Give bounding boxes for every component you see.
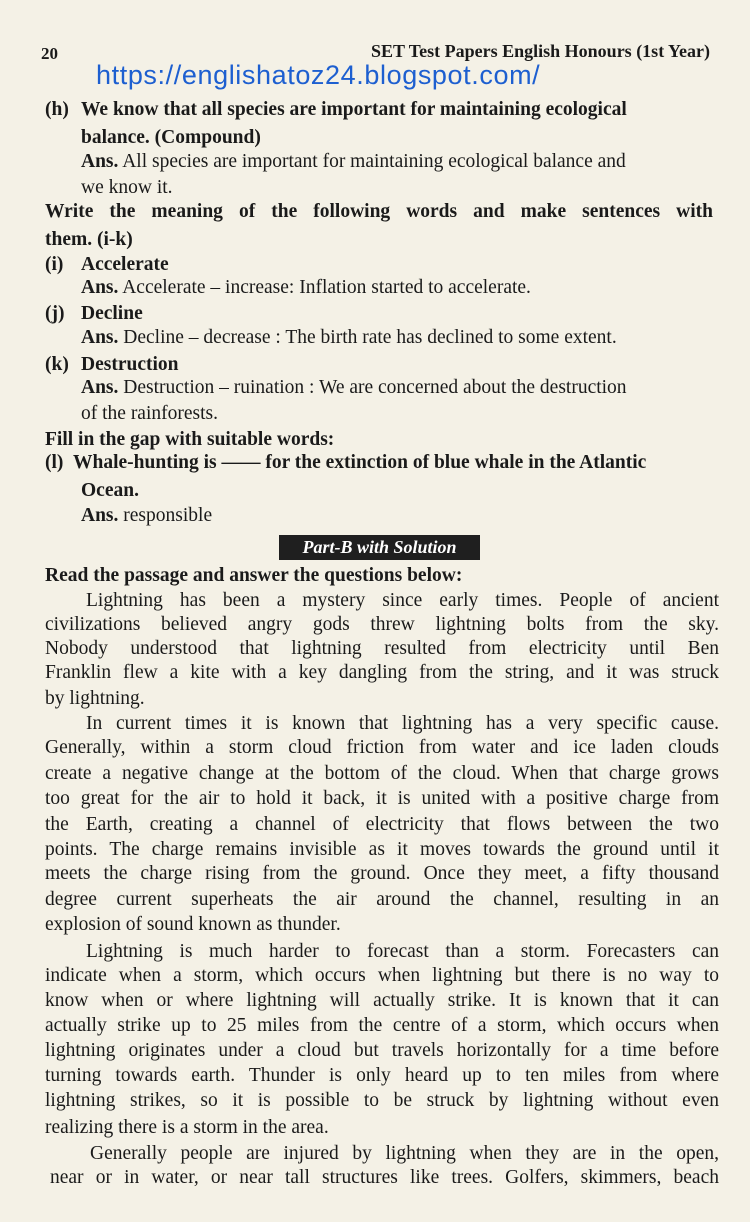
passage-line: indicate when a storm, which occurs when lightning but there is no way to <box>45 965 719 986</box>
passage-line: actually strike up to 25 miles from the centre of a storm, which occurs when <box>45 1015 719 1036</box>
answer-j <box>81 326 617 350</box>
answer-l-text: responsible <box>123 505 213 526</box>
passage-line: Franklin flew a kite with a key dangling from the string, and it was struck <box>45 662 719 683</box>
passage-line: realizing there is a storm in the area. <box>45 1117 329 1138</box>
question-h-line1: We know that all species are important for maintaining ecological <box>81 99 627 120</box>
ans-label: Ans. <box>81 505 119 526</box>
passage-line: civilizations believed angry gods threw lightning bolts from the sky. <box>45 614 719 635</box>
watermark-url: https://englishatoz24.blogspot.com/ <box>96 60 541 90</box>
ans-label: Ans. <box>81 151 119 172</box>
passage-line: degree current superheats the air around the channel, resulting in an <box>45 889 719 910</box>
meaning-instruction-line2: them. (i-k) <box>45 229 133 250</box>
answer-k-line1 <box>81 376 627 400</box>
fill-instruction: Fill in the gap with suitable words: <box>45 429 335 450</box>
passage-line: lightning strikes, so it is possible to be struck by lightning without even <box>45 1090 719 1111</box>
passage-line: Nobody understood that lightning resulted from electricity until Ben <box>45 638 719 659</box>
question-h-line2: balance. (Compound) <box>81 127 261 148</box>
passage-line: Lightning is much harder to forecast than a storm. Forecasters can <box>86 941 719 962</box>
question-j-label: (j) <box>45 303 65 324</box>
passage-line: too great for the air to hold it back, it is united with a positive charge from <box>45 788 719 809</box>
part-b-badge: Part-B with Solution <box>279 535 480 560</box>
passage-line: Lightning has been a mystery since early times. People of ancient <box>86 590 719 611</box>
question-k-word: Destruction <box>81 354 179 375</box>
passage-line: In current times it is known that lightning has a very specific cause. <box>86 713 719 734</box>
ans-label: Ans. <box>81 377 119 398</box>
answer-k-line2: of the rainforests. <box>81 403 218 424</box>
answer-l <box>81 504 212 528</box>
passage-line: points. The charge remains invisible as it moves towards the ground until it <box>45 839 719 860</box>
passage-line: near or in water, or near tall structures like trees. Golfers, skimmers, beach <box>50 1167 719 1188</box>
passage-line: by lightning. <box>45 688 145 709</box>
passage-instruction: Read the passage and answer the questions below: <box>45 565 463 586</box>
question-k-label: (k) <box>45 354 69 375</box>
answer-j-text: Decline – decrease : The birth rate has declined to some extent. <box>123 327 617 348</box>
meaning-instruction-line1: Write the meaning of the following words and make sentences with <box>45 201 713 222</box>
question-i-label: (i) <box>45 254 64 275</box>
answer-k-text: Destruction – ruination : We are concerned about the destruction <box>123 377 627 398</box>
question-l-label: (l) <box>45 452 64 473</box>
question-l-line2: Ocean. <box>81 480 139 501</box>
page-number: 20 <box>41 44 58 63</box>
ans-label: Ans. <box>81 277 119 298</box>
passage-line: explosion of sound known as thunder. <box>45 914 341 935</box>
answer-h-text: All species are important for maintaining ecological balance and <box>122 151 626 172</box>
passage-line: meets the charge rising from the ground. Once they meet, a fifty thousand <box>45 863 719 884</box>
passage-line: create a negative change at the bottom of the cloud. When that charge grows <box>45 763 719 784</box>
running-header: SET Test Papers English Honours (1st Year) <box>370 41 710 61</box>
passage-line: lightning originates under a cloud but travels horizontally for a time before <box>45 1040 719 1061</box>
passage-line: turning towards earth. Thunder is only heard up to ten miles from where <box>45 1065 719 1086</box>
passage-line: the Earth, creating a channel of electricity that flows between the two <box>45 814 719 835</box>
passage-line: Generally people are injured by lightning when they are in the open, <box>90 1143 719 1164</box>
question-i-word: Accelerate <box>81 254 169 275</box>
answer-h-line2: we know it. <box>81 177 173 198</box>
question-j-word: Decline <box>81 303 143 324</box>
answer-i-text: Accelerate – increase: Inflation started to accelerate. <box>122 277 531 298</box>
question-l-line1: Whale-hunting is —— for the extinction of blue whale in the Atlantic <box>73 452 647 473</box>
question-h-label: (h) <box>45 99 69 120</box>
ans-label: Ans. <box>81 327 119 348</box>
answer-h-line1 <box>81 150 626 174</box>
passage-line: know when or where lightning will actually strike. It is known that it can <box>45 990 719 1011</box>
passage-line: Generally, within a storm cloud friction from water and ice laden clouds <box>45 737 719 758</box>
answer-i <box>81 276 531 300</box>
